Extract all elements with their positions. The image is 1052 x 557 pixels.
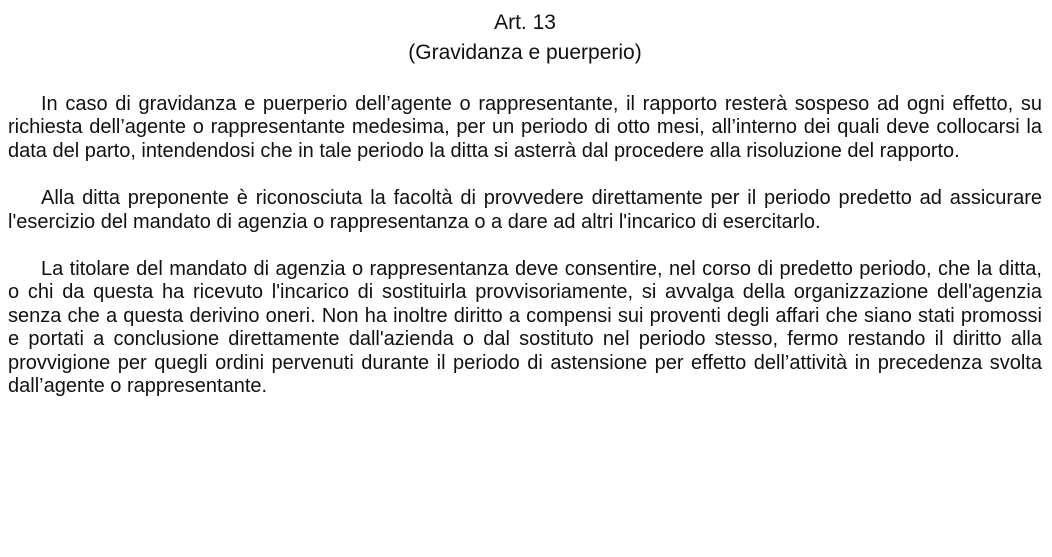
- paragraph-agency-organization: La titolare del mandato di agenzia o rappresentanza deve consentire, nel corso di predetto periodo, che la ditta, o chi da questa ha ricevuto l'incarico di sostituirla provvisoriamente, si avvalga della organizzazione dell'agenzia senza che a questa derivino oneri. Non ha inoltre diritto a compensi sui proventi degli affari che siano stati promossi e portati a conclusione direttamente dall'azienda o dal sostituto nel periodo stesso, fermo restando il diritto alla provvigione per quegli ordini pervenuti durante il periodo di astensione per effetto dell’attività in precedenza svolta dall’agente o rappresentante.: [8, 258, 1042, 398]
- article-subtitle: (Gravidanza e puerperio): [408, 41, 642, 64]
- paragraph-mandate-substitution: Alla ditta preponente è riconosciuta la facoltà di provvedere direttamente per il periodo predetto ad assicurare l'esercizio del mandato di agenzia o rappresentanza o a dare ad altri l'incarico di esercitarlo.: [8, 187, 1042, 233]
- document-page: [8, 8, 1042, 398]
- paragraph-pregnancy-suspension: In caso di gravidanza e puerperio dell’agente o rappresentante, il rapporto resterà sospeso ad ogni effetto, su richiesta dell’agente o rappresentante medesima, per un periodo di otto mesi, all’interno dei quali deve collocarsi la data del parto, intendendosi che in tale periodo la ditta si asterrà dal procedere alla risoluzione del rapporto.: [8, 93, 1042, 162]
- article-number: Art. 13: [494, 11, 556, 34]
